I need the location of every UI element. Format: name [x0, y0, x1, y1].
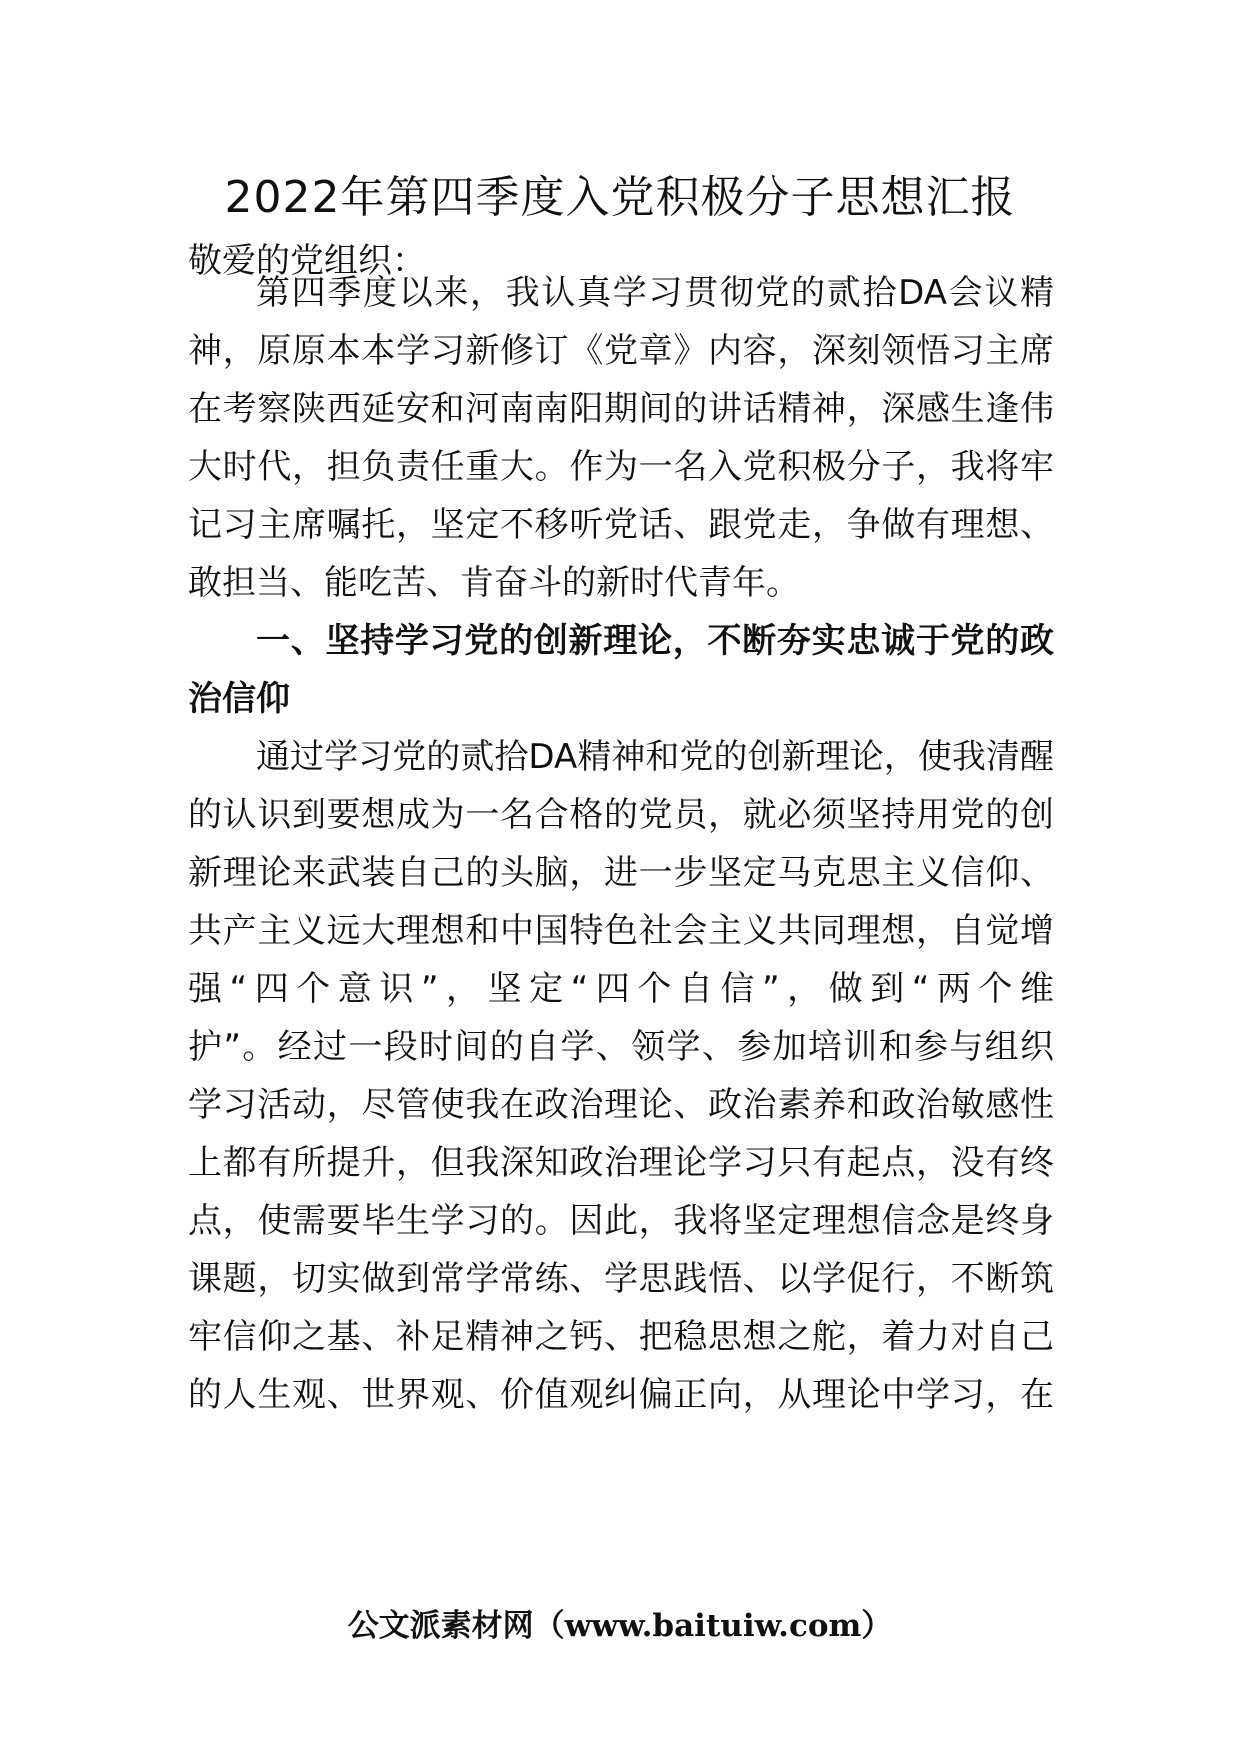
section-heading-line: 一、坚持学习党的创新理论，不断夯实忠诚于党的政 [256, 621, 1054, 661]
salutation: 敬爱的党组织： [188, 241, 426, 281]
paragraph-line: 课题，切实做到常学常练、学思践悟、以学促行，不断筑 [188, 1259, 1054, 1299]
paragraph-line: 新理论来武装自己的头脑，进一步坚定马克思主义信仰、 [188, 853, 1054, 893]
paragraph-line: 大时代，担负责任重大。作为一名入党积极分子，我将牢 [188, 447, 1054, 487]
paragraph-line: 通过学习党的贰拾DA精神和党的创新理论，使我清醒 [256, 737, 1054, 777]
paragraph-line: 牢信仰之基、补足精神之钙、把稳思想之舵，着力对自己 [188, 1317, 1054, 1357]
paragraph-line: 敢担当、能吃苦、肯奋斗的新时代青年。 [188, 563, 800, 603]
section-heading-line: 治信仰 [188, 679, 290, 719]
paragraph-line: 在考察陕西延安和河南南阳期间的讲话精神，深感生逢伟 [188, 389, 1054, 429]
paragraph-line: 共产主义远大理想和中国特色社会主义共同理想，自觉增 [188, 911, 1054, 951]
paragraph-line: 上都有所提升，但我深知政治理论学习只有起点，没有终 [188, 1143, 1054, 1183]
paragraph-line: 记习主席嘱托，坚定不移听党话、跟党走，争做有理想、 [188, 505, 1054, 545]
paragraph-line: 第四季度以来，我认真学习贯彻党的贰拾DA会议精 [256, 273, 1054, 313]
paragraph-line: 学习活动，尽管使我在政治理论、政治素养和政治敏感性 [188, 1085, 1054, 1125]
paragraph-line: 点，使需要毕生学习的。因此，我将坚定理想信念是终身 [188, 1201, 1054, 1241]
paragraph-line: 神，原原本本学习新修订《党章》内容，深刻领悟习主席 [188, 331, 1054, 371]
paragraph-line: 的认识到要想成为一名合格的党员，就必须坚持用党的创 [188, 795, 1054, 835]
footer-source-text: 公文派素材网（www.baituiw.com） [347, 1608, 893, 1644]
paragraph-line: 护”。经过一段时间的自学、领学、参加培训和参与组织 [188, 1027, 1054, 1067]
paragraph-line: 强“四个意识”，坚定“四个自信”，做到“两个维 [188, 969, 1054, 1009]
paragraph-line: 的人生观、世界观、价值观纠偏正向，从理论中学习，在 [188, 1375, 1054, 1415]
document-title: 2022年第四季度入党积极分子思想汇报 [224, 172, 1016, 223]
